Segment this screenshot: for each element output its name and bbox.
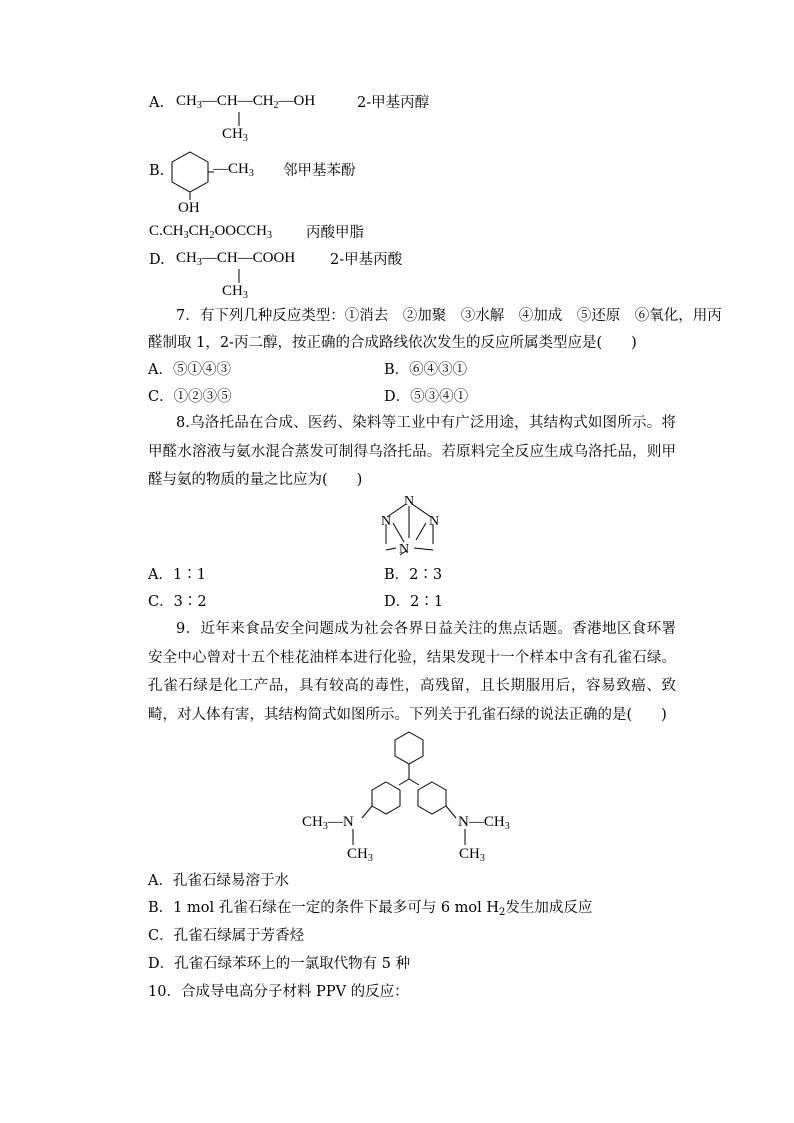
q6-option-a-formula: $CH_3—CH—CH_2—OH$	[176, 93, 316, 111]
q6-option-b-hydroxyl: OH	[178, 200, 200, 216]
q9-option-a: A．孔雀石绿易溶于水	[148, 873, 289, 889]
q7-stem-line2: 醛制取 1，2-丙二醇，按正确的合成路线依次发生的反应所属类型应是( )	[148, 335, 637, 351]
q6-option-b-methyl: $—CH_3$	[213, 161, 254, 179]
q8-option-b: B．2∶3	[384, 567, 443, 583]
q7-stem-line1: 7．有下列几种反应类型：①消去 ②加聚 ③水解 ④加成 ⑤还原 ⑥氧化，用丙	[176, 308, 722, 324]
q6-option-d-name: 2-甲基丙酸	[330, 252, 403, 268]
urotropine-n-right: N	[429, 514, 440, 529]
q8-option-c: C．3∶2	[148, 594, 207, 610]
q6-option-b-label: B.	[149, 163, 165, 179]
q6-option-a-label: A.	[149, 95, 165, 111]
q7-option-b: B．⑥④③①	[384, 362, 468, 378]
q8-stem: 8.乌洛托品在合成、医药、染料等工业中有广泛用途，其结构式如图所示。将甲醛水溶液与氨水混合蒸发可制得乌洛托品。若原料完全反应生成乌洛托品，则甲醛与氨的物质的量之比应为( )	[148, 415, 676, 488]
q6-option-c-name: 丙酸甲脂	[306, 225, 364, 241]
q6-option-b-name: 邻甲基苯酚	[283, 163, 356, 179]
q6-option-c-formula: $C.CH_3CH_2OOCCH_3$	[149, 223, 272, 241]
q7-option-a: A．⑤①④③	[148, 362, 231, 378]
q9-option-b: B．1 mol 孔雀石绿在一定的条件下最多可与 6 mol $H_2$发生加成反应	[148, 900, 593, 918]
mg-right-n-methyl: $N—CH_3$	[458, 814, 510, 832]
q6-option-d-branch: $CH_3$	[222, 283, 248, 301]
q8-option-a: A．1∶1	[148, 567, 206, 583]
mg-left-methyl-n: $CH_3—N$	[302, 814, 354, 832]
q6-option-a-branch: $CH_3$	[222, 126, 248, 144]
q9-stem: 9．近年来食品安全问题成为社会各界日益关注的焦点话题。香港地区食环署安全中心曾对十五个桂花油样本进行化验，结果发现十一个样本中含有孔雀石绿。孔雀石绿是化工产品，具有较高的毒性，高残留，且长期服用后，容易致癌、致畸，对人体有害，其结构简式如图所示。下列关于孔雀石绿的说法正确的是( )	[148, 621, 676, 723]
q9-option-c: C．孔雀石绿属于芳香烃	[148, 928, 305, 944]
q8-option-d: D．2∶1	[384, 594, 444, 610]
urotropine-n-bottom: N	[399, 542, 410, 557]
q6-option-a-name: 2-甲基丙醇	[357, 95, 430, 111]
q7-option-d: D．⑤③④①	[384, 389, 469, 405]
q10-stem: 10．合成导电高分子材料 PPV 的反应：	[148, 984, 409, 1000]
urotropine-n-top: N	[404, 494, 415, 509]
mg-right-methyl-bottom: $CH_3$	[459, 846, 485, 864]
q6-option-d-formula: $CH_3—CH—COOH$	[176, 250, 296, 268]
q9-option-d: D．孔雀石绿苯环上的一氯取代物有 5 种	[148, 956, 411, 972]
mg-left-methyl-bottom: $CH_3$	[347, 846, 373, 864]
urotropine-n-left: N	[381, 514, 392, 529]
q7-option-c: C．①②③⑤	[148, 389, 232, 405]
q6-option-d-label: D.	[149, 252, 165, 268]
